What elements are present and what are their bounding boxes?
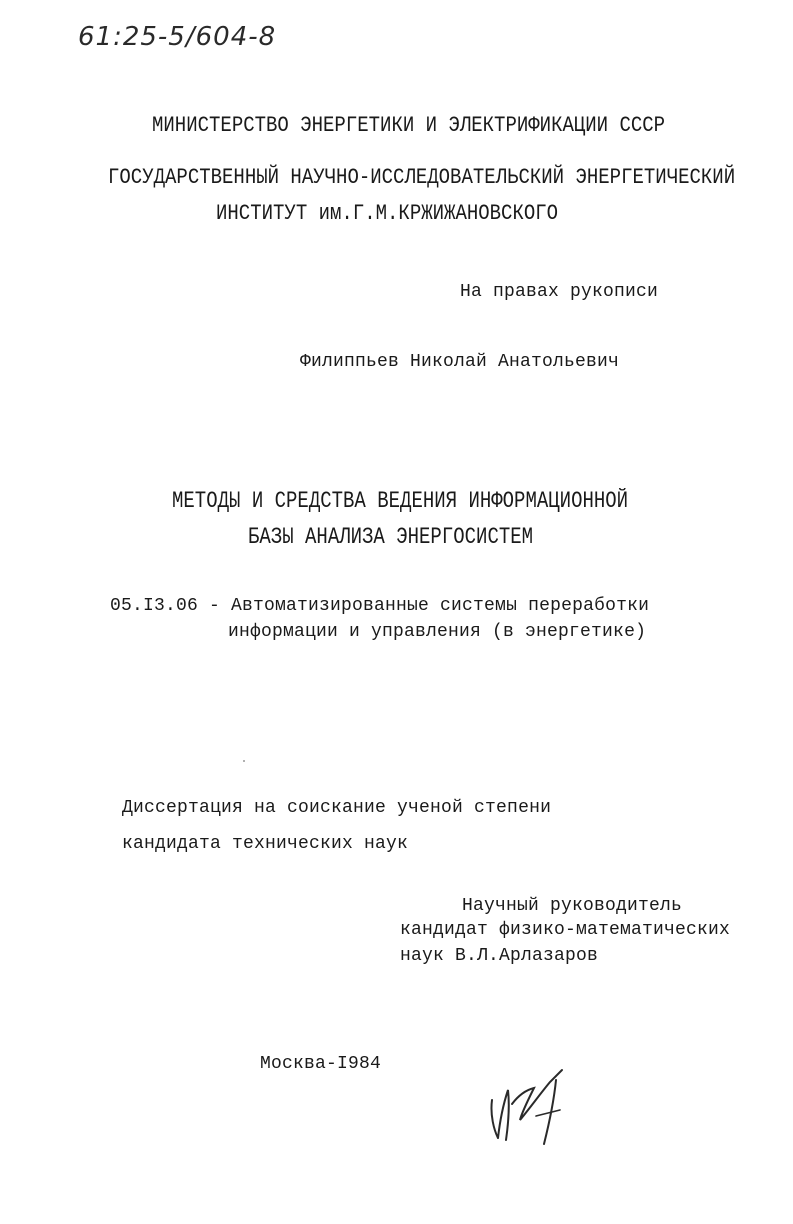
archive-code-handwritten: 61:25-5/604-8 (78, 22, 277, 52)
institute-line-2: ИНСТИТУТ им.Г.М.КРЖИЖАНОВСКОГО (216, 200, 559, 226)
manuscript-note: На правах рукописи (460, 282, 659, 302)
place-and-year: Москва-I984 (260, 1054, 382, 1074)
handwritten-signature (478, 1060, 588, 1150)
specialty-code-line: 05.I3.06 - Автоматизированные системы переработки (110, 596, 650, 616)
supervisor-line-1: Научный руководитель (462, 896, 683, 916)
ministry-heading: МИНИСТЕРСТВО ЭНЕРГЕТИКИ И ЭЛЕКТРИФИКАЦИИ СССР (152, 112, 666, 138)
supervisor-line-3: наук В.Л.Арлазаров (400, 946, 599, 966)
degree-line-2: кандидата технических наук (122, 834, 409, 854)
paper-speck (243, 760, 245, 762)
institute-line-1: ГОСУДАРСТВЕННЫЙ НАУЧНО-ИССЛЕДОВАТЕЛЬСКИЙ ЭНЕРГЕТИЧЕСКИЙ (108, 164, 736, 190)
dissertation-title-line-1: МЕТОДЫ И СРЕДСТВА ВЕДЕНИЯ ИНФОРМАЦИОННОЙ (172, 488, 629, 515)
author-name: Филиппьев Николай Анатольевич (300, 352, 620, 372)
degree-line-1: Диссертация на соискание ученой степени (122, 798, 552, 818)
supervisor-line-2: кандидат физико-математических (400, 920, 731, 940)
specialty-line-2: информации и управления (в энергетике) (228, 622, 647, 642)
dissertation-title-line-2: БАЗЫ АНАЛИЗА ЭНЕРГОСИСТЕМ (248, 524, 534, 551)
